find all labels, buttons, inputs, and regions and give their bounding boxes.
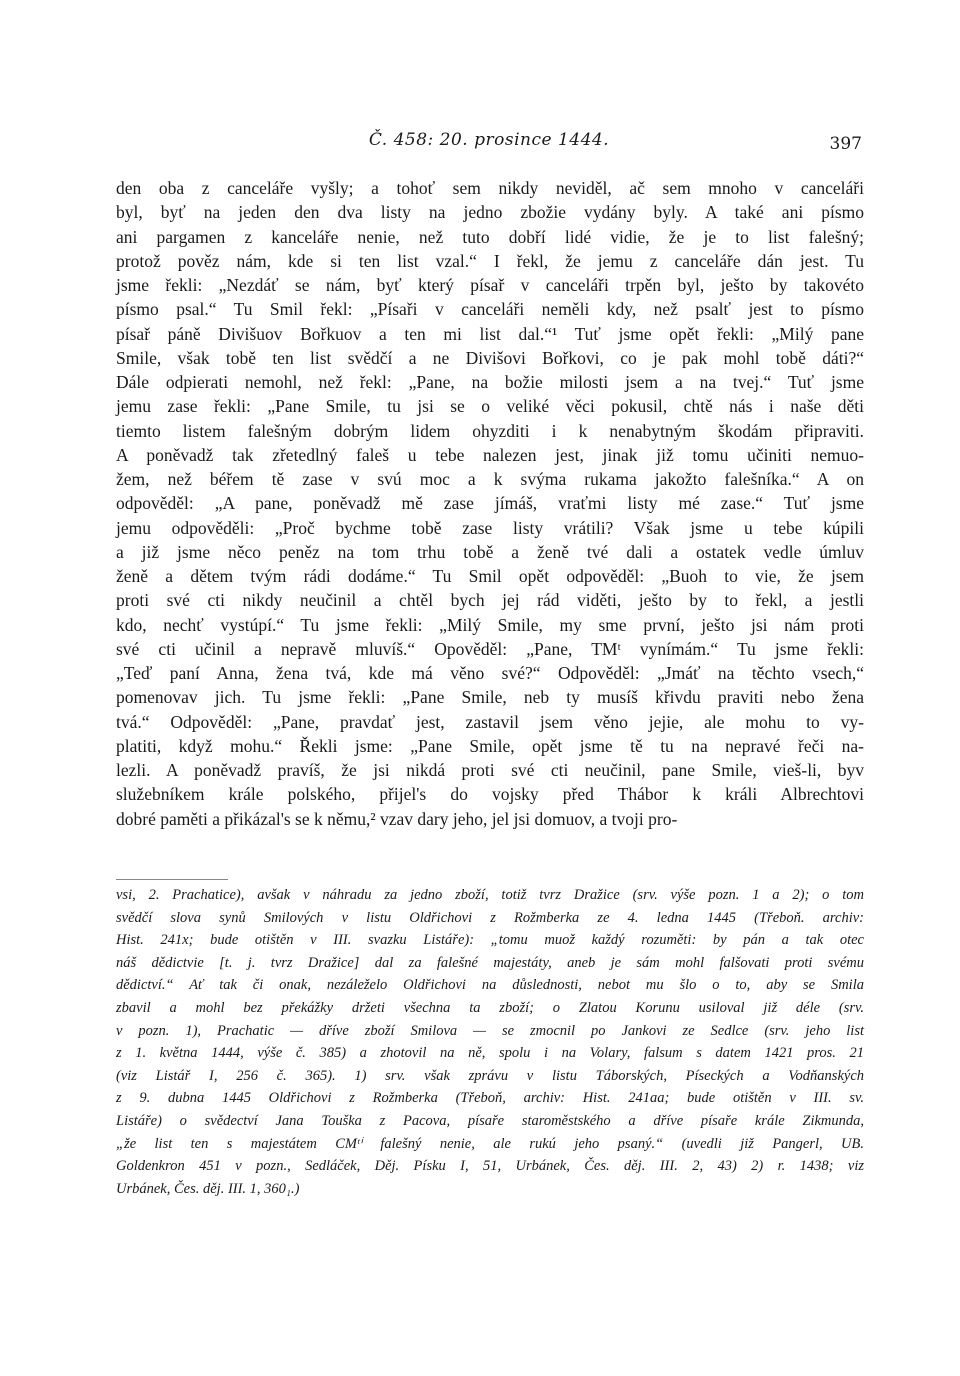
- body-line: Dále odpierati nemohl, než řekl: „Pane, na božie milosti jsem a na tvej.“ Tuť jsme: [116, 372, 864, 392]
- footnote-separator: [116, 879, 228, 880]
- body-line: žem, než béřem tě zase v svú moc a k svýma rukama jakožto falešníka.“ A on: [116, 469, 864, 489]
- body-line: den oba z canceláře vyšly; a tohoť sem nikdy neviděl, ač sem mnoho v canceláři: [116, 178, 864, 198]
- footnote-line: Goldenkron 451 v pozn., Sedláček, Děj. Písku I, 51, Urbánek, Čes. děj. III. 2, 43) 2) r. 1438; viz: [116, 1158, 864, 1175]
- footnote-line: svědčí slova synů Smilových v listu Oldřichovi z Rožmberka ze 4. ledna 1445 (Třeboň. archiv:: [116, 909, 864, 926]
- body-line: proti své cti nikdy neučinil a chtěl bych jej rád viděti, ješto by to řekl, a jestli: [116, 590, 864, 611]
- body-line: své cti učinil a nepravě mluvíš.“ Opověděl: „Pane, TMᵗ vynímám.“ Tu jsme řekli:: [116, 638, 864, 659]
- body-line: jemu odpověděli: „Proč bychme tobě zase listy vrátili? Však jsme u tebe kúpili: [116, 517, 864, 538]
- body-line: kdo, nechť vystúpí.“ Tu jsme řekli: „Milý Smile, my sme první, ješto jsi nám proti: [116, 614, 864, 635]
- body-line: dobré paměti a přikázal's se k němu,² vzav dary jeho, jel jsi domuov, a tvoji pro-: [116, 808, 678, 829]
- body-line: tiemto listem falešným dobrým lidem ohyzditi i k nenabytným škodám připraviti.: [116, 420, 864, 441]
- footnote-line: dědictví.“ Ať tak či onak, nezáleželo Oldřichovi na důslednosti, nebot mu šlo o to, aby se Smila: [116, 977, 864, 994]
- footnote-line: „že list ten s majestátem CMᵗⁱ falešný nenie, ale rukú jeho psaný.“ (uvedli již Pangerl, UB.: [116, 1135, 864, 1152]
- body-line: ani pargamen z kanceláře nenie, než tuto dobří lidé vidie, že je to list falešný;: [116, 226, 864, 247]
- body-text: [116, 176, 864, 831]
- footnote-line: z 9. dubna 1445 Oldřichovi z Rožmberka (Třeboň, archiv: Hist. 241aa; bude otištěn v III. sv.: [116, 1090, 864, 1107]
- body-line: protož pověz nám, kde si ten list vzal.“ I řekl, že jemu z canceláře dán jest. Tu: [116, 250, 864, 271]
- footnote-line: Hist. 241x; bude otištěn v III. svazku Listáře): „tomu muož každý rozuměti: by pán a tak otec: [116, 932, 864, 949]
- body-line: Smile, však tobě ten list svědčí a ne Divišovi Bořkovi, co je pak mohl tobě dáti?“: [116, 347, 864, 368]
- footnote-line: Urbánek, Čes. děj. III. 1, 360₁.): [116, 1180, 300, 1197]
- footnote-line: vsi, 2. Prachatice), avšak v náhradu za jedno zboží, totiž tvrz Dražice (srv. výše pozn. 1 a 2); o tom: [116, 887, 864, 903]
- body-line: a již jsme něco peněz na tom trhu tobě a ženě tvé dali a ostatek vedle úmluv: [116, 541, 864, 562]
- body-line: lezli. A poněvadž pravíš, že jsi nikdá proti své cti neučinil, pane Smile, vieš-li, byv: [116, 760, 864, 780]
- body-line: odpověděl: „A pane, poněvadž mě zase jímáš, vraťmi listy mé zase.“ Tuť jsme: [116, 493, 864, 514]
- body-line: písař páně Divišuov Bořkuov a ten mi list dal.“¹ Tuť jsme opět řekli: „Milý pane: [116, 323, 864, 344]
- body-line: pomenovav jich. Tu jsme řekli: „Pane Smile, neb ty musíš křivdu praviti nebo žena: [116, 687, 864, 708]
- body-line: jemu zase řekli: „Pane Smile, tu jsi se o veliké věci pokusil, chtě nás i naše děti: [116, 396, 864, 417]
- footnote-line: zbavil a mohl bez překážky držeti všechna ta zboží; o Zlatou Korunu usiloval již déle (srv.: [116, 999, 864, 1016]
- page-number: 397: [829, 134, 862, 154]
- footnote-line: Listáře) o svědectví Jana Touška z Pacova, písaře staroměstského a dříve písaře krále Zikmunda,: [116, 1112, 864, 1129]
- body-line: „Teď paní Anna, žena tvá, kde má věno své?“ Odpověděl: „Jmáť na těchto vsech,“: [116, 663, 864, 683]
- body-line: platiti, když mohu.“ Řekli jsme: „Pane Smile, opět jsme tě tu na nepravé řeči na-: [116, 735, 864, 756]
- footnote-line: z 1. května 1444, výše č. 385) a zhotovil na ně, spolu i na Volary, falsum s datem 1421 pros. 21: [116, 1045, 864, 1062]
- footnote-line: (viz Listář I, 256 č. 365). 1) srv. však zprávu v listu Táborských, Píseckých a Vodňanských: [116, 1067, 864, 1084]
- header-title: Č. 458: 20. prosince 1444.: [368, 130, 610, 150]
- body-line: A poněvadž tak zřetedlný faleš u tebe nalezen jest, jinak již tomu učiniti nemuo-: [116, 444, 864, 465]
- body-line: tvá.“ Odpověděl: „Pane, pravdať jest, zastavil jsem věno jejie, ale mohu to vy-: [116, 711, 864, 732]
- body-line: písmo psal.“ Tu Smil řekl: „Písaři v canceláři neměli kdy, než psalť jest to písmo: [116, 299, 864, 320]
- body-line: jsme řekli: „Nezdáť se nám, byť který písař v canceláři trpěn byl, ješto by takovéto: [116, 275, 864, 295]
- body-line: služebníkem krále polského, přijel's do vojsky před Thábor k králi Albrechtovi: [116, 784, 864, 805]
- footnote-line: v pozn. 1), Prachatic — dříve zboží Smilova — se zmocnil po Jankovi ze Sedlce (srv. jeho list: [116, 1022, 864, 1039]
- footnote-line: náš dědictvie [t. j. tvrz Dražice] dal za falešné majestáty, aneb je sám mohl falšovati proti svému: [116, 954, 864, 971]
- body-line: ženě a dětem tvým rádi dodáme.“ Tu Smil opět odpověděl: „Buoh to vie, že jsem: [116, 566, 864, 586]
- footnotes: [116, 884, 864, 1200]
- running-header: [116, 130, 862, 156]
- body-line: byl, byť na jeden den dva listy na jedno zbožie vydány byly. A také ani písmo: [116, 202, 864, 223]
